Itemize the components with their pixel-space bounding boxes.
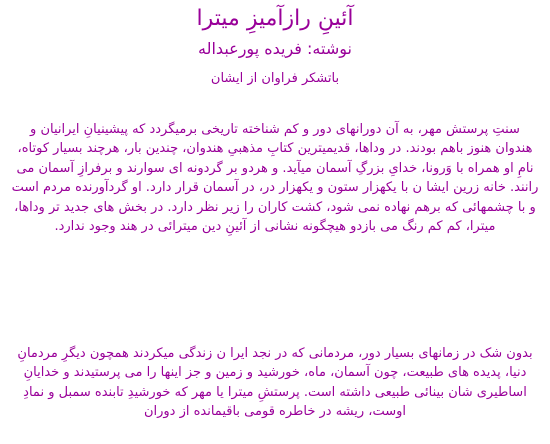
body-paragraph-2: بدون شک در زمانهای بسیار دور، مردمانی که در نجد ایرا ن زندگی میکردند همچون دیگرِ مردمانِ دنیا، پدیده های طبیعت، چون آسمان، ماه، خورشید و زمین و جز اینها را می پرستیدند و خدایانِ اساطیری شان بینائی طبیعی داشته است. پرستشِ میترا یا مهر که خورشیدِ تابنده سمبل و نمادِ اوست، ریشه در خاطره قومی باقیمانده از دوران	[17, 346, 533, 420]
page-title: آئینِ رازآمیزِ میترا	[196, 6, 354, 31]
acknowledgement-line: باتشکر فراوان از ایشان	[210, 71, 340, 86]
document-header	[0, 4, 550, 92]
body-paragraph-1: سنتِ پرستش مهر، به آن دورانهای دور و کم شناخته تاریخی برمیگردد که پیشینیانِ ایرانیان و هندوان هنوز باهم بودند. در وداها، قدیمیترین کتابِ مذهبیِ هندوان، چندین بار، هرچند بسیار کوتاه، نامِ او همراه با وَرونا، خدایِ بزرگِ آسمان میآید. و هردو بر گردونه ای سوارند و برفرازِ آسمان می رانند. خانه زرین ایشا ن با یکهزار ستون و یکهزار در، در آسمان قرار دارد. او گردآورنده مردم است و با چشمهائی که برهم نهاده نمی شود، کشت کاران را زیر نظر دارد. در بخش های جدید تر وداها، میترا، کم کم رنگ می بازدو هیچگونه نشانی از آئینِ دین میترائی در هند وجود ندارد.	[11, 122, 539, 235]
author-line: نوشته: فریده پورعبداله	[198, 39, 352, 58]
